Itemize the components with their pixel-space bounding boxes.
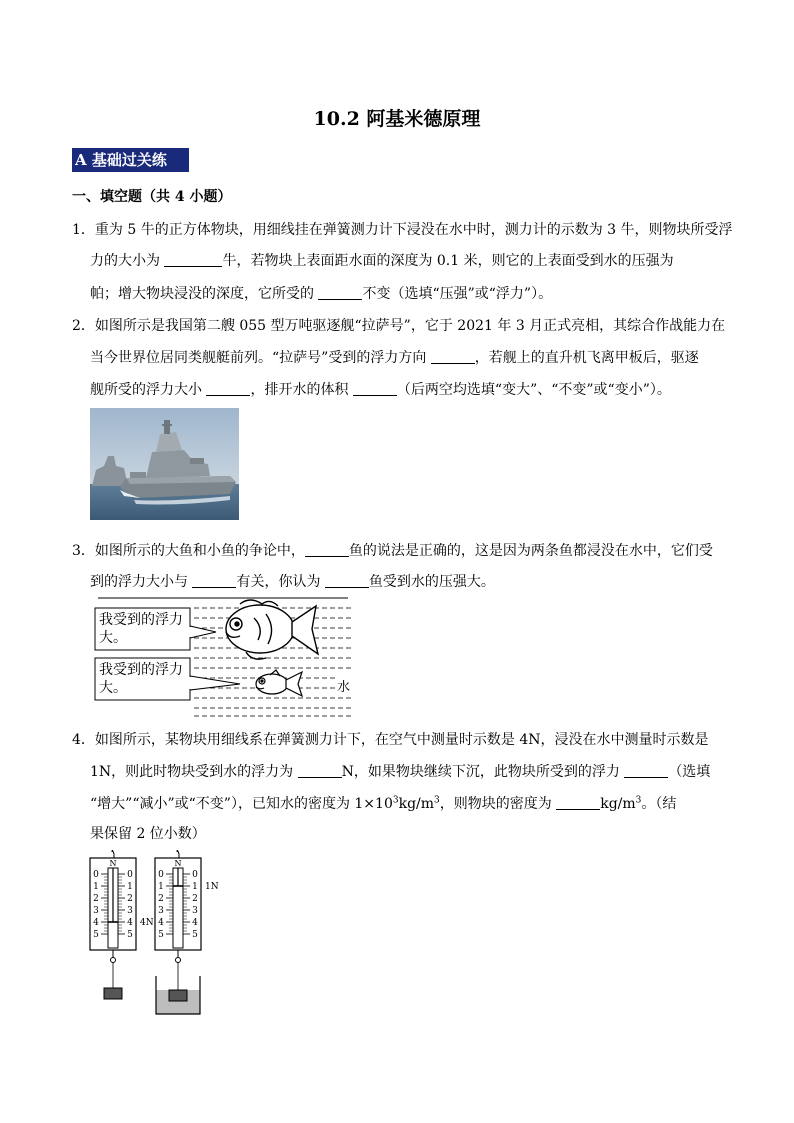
answer-blank[interactable] bbox=[164, 252, 222, 267]
scale-tick-label-right: 5 bbox=[127, 930, 133, 940]
scale-tick-label-left: 4 bbox=[93, 918, 99, 928]
scale-reading: 1N bbox=[205, 882, 219, 892]
q2-line-3: 舰所受的浮力大小 ，排开水的体积 （后两空均选填“变大”、“不变”或“变小”）。 bbox=[90, 382, 671, 398]
q4-line-3: “增大”“减小”或“不变”），已知水的密度为 $1\times 10^3kg/m^3$，则物块的密度为 $kg/m^3$。（结 bbox=[90, 795, 677, 812]
scale-tick-label-left: 5 bbox=[158, 930, 164, 940]
answer-blank[interactable] bbox=[325, 573, 369, 588]
scale-tick-label-right: 0 bbox=[127, 870, 133, 880]
answer-blank[interactable] bbox=[556, 795, 600, 810]
answer-blank[interactable] bbox=[318, 285, 362, 300]
scale-tick-label-right: 3 bbox=[192, 906, 198, 916]
scale-tick-label-left: 4 bbox=[158, 918, 164, 928]
warship-photo bbox=[90, 408, 239, 520]
scale-tick-label-right: 4 bbox=[127, 918, 133, 928]
scale-tick-label-right: 2 bbox=[192, 894, 198, 904]
q1-line-1: 1．重为 5 牛的正方体物块，用细线挂在弹簧测力计下浸没在水中时，测力计的示数为 3 牛，则物块所受浮 bbox=[72, 222, 733, 238]
scale-tick-label-right: 5 bbox=[192, 930, 198, 940]
q3-line-1: 3．如图所示的大鱼和小鱼的争论中， 鱼的说法是正确的，这是因为两条鱼都浸没在水中，它们受 bbox=[72, 543, 713, 559]
q2-line-2: 当今世界位居同类舰艇前列。“拉萨号”受到的浮力方向 ，若舰上的直升机飞离甲板后，驱逐 bbox=[90, 350, 699, 366]
scale-hook bbox=[177, 850, 179, 858]
answer-blank[interactable] bbox=[624, 763, 668, 778]
q1-line-3: 帕；增大物块浸没的深度，它所受的 不变（选填“压强”或“浮力”）。 bbox=[90, 286, 553, 302]
scale-tick-label-left: 1 bbox=[93, 882, 99, 892]
big-fish-speech-end: 大。 bbox=[99, 630, 127, 646]
scale-bottom-hook bbox=[176, 958, 181, 963]
scale-tick-label-right: 1 bbox=[127, 882, 133, 892]
answer-blank[interactable] bbox=[431, 349, 475, 364]
scale-bottom-hook bbox=[111, 958, 116, 963]
scale-tick-label-left: 3 bbox=[158, 906, 164, 916]
q3-line-2: 到的浮力大小与 有关，你认为 鱼受到水的压强大。 bbox=[90, 574, 495, 590]
spring-scale-figure bbox=[80, 850, 240, 1015]
block-in-water bbox=[169, 990, 187, 1001]
scale-unit: N bbox=[109, 859, 117, 868]
small-fish-speech: 我受到的浮力 bbox=[99, 662, 183, 678]
scale-tick-label-right: 0 bbox=[192, 870, 198, 880]
scale-tick-label-left: 2 bbox=[158, 894, 164, 904]
q1-line-2: 力的大小为 牛，若物块上表面距水面的深度为 0.1 米，则它的上表面受到水的压强为 bbox=[90, 253, 674, 269]
answer-blank[interactable] bbox=[206, 381, 250, 396]
q2-line-1: 2．如图所示是我国第二艘 055 型万吨驱逐舰“拉萨号”，它于 2021 年 3 月正式亮相，其综合作战能力在 bbox=[72, 318, 726, 334]
scale-reading: 4N bbox=[140, 918, 154, 928]
q4-line-2: 1N，则此时物块受到水的浮力为 N，如果物块继续下沉，此物块所受到的浮力 （选填 bbox=[90, 764, 711, 780]
scale-tick-label-right: 3 bbox=[127, 906, 133, 916]
page-title: 10.2 阿基米德原理 bbox=[313, 108, 481, 130]
scale-hook bbox=[112, 850, 114, 858]
scale-tick-label-left: 0 bbox=[93, 870, 99, 880]
answer-blank[interactable] bbox=[192, 573, 236, 588]
big-fish-speech: 我受到的浮力 bbox=[99, 612, 183, 628]
scale-tick-label-left: 0 bbox=[158, 870, 164, 880]
scale-unit: N bbox=[174, 859, 182, 868]
scale-tick-label-right: 4 bbox=[192, 918, 198, 928]
q4-line-1: 4．如图所示，某物块用细线系在弹簧测力计下，在空气中测量时示数是 4N，浸没在水中测量时示数是 bbox=[72, 732, 709, 748]
scale-tick-label-left: 3 bbox=[93, 906, 99, 916]
scale-tick-label-left: 2 bbox=[93, 894, 99, 904]
q4-line-4: 果保留 2 位小数） bbox=[90, 826, 206, 842]
answer-blank[interactable] bbox=[305, 542, 349, 557]
scale-tick-label-left: 1 bbox=[158, 882, 164, 892]
scale-tick-label-left: 5 bbox=[93, 930, 99, 940]
scale-tick-label-right: 2 bbox=[127, 894, 133, 904]
scale-tick-label-right: 1 bbox=[192, 882, 198, 892]
fish-dialogue-figure bbox=[90, 594, 360, 719]
water-label: 水 bbox=[336, 676, 351, 695]
answer-blank[interactable] bbox=[298, 763, 342, 778]
answer-blank[interactable] bbox=[353, 381, 397, 396]
block-in-air bbox=[104, 988, 122, 999]
section-tag: A 基础过关练 bbox=[72, 148, 189, 172]
small-fish-speech-end: 大。 bbox=[99, 680, 127, 696]
section-heading: 一、填空题（共 4 小题） bbox=[72, 189, 232, 205]
